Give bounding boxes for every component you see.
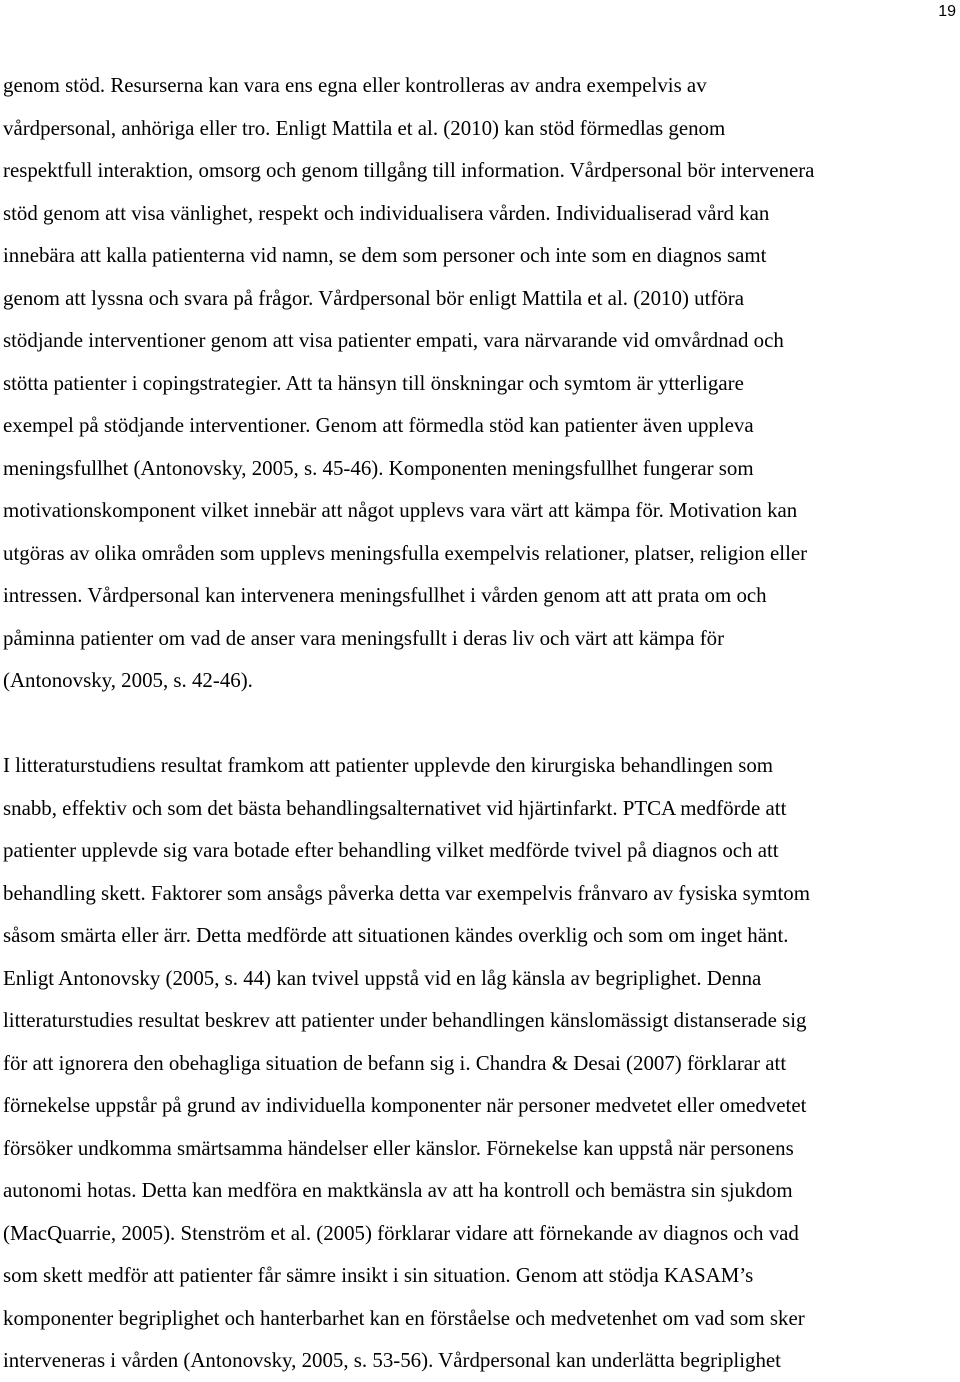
text-line: stötta patienter i copingstrategier. Att ta hänsyn till önskningar och symtom är ytterligare (3, 370, 744, 395)
text-line: vårdpersonal, anhöriga eller tro. Enligt Mattila et al. (2010) kan stöd förmedlas genom (3, 115, 726, 140)
text-line: interveneras i vården (Antonovsky, 2005, s. 53-56). Vårdpersonal kan underlätta begriplighet (3, 1348, 781, 1372)
text-line: genom att lyssna och svara på frågor. Vårdpersonal bör enligt Mattila et al. (2010) utföra (3, 285, 745, 310)
text-line: I litteraturstudiens resultat framkom att patienter upplevde den kirurgiska behandlingen som (3, 753, 774, 777)
text-line: exempel på stödjande interventioner. Genom att förmedla stöd kan patienter även uppleva (3, 413, 754, 437)
text-line: autonomi hotas. Detta kan medföra en maktkänsla av att ha kontroll och bemästra sin sjukdom (3, 1178, 793, 1202)
page-number: 19 (938, 3, 956, 20)
paragraph-1 (3, 64, 957, 702)
text-line: som skett medför att patienter får sämre insikt i sin situation. Genom att stödja KASAM’s (3, 1263, 754, 1287)
text-line: (MacQuarrie, 2005). Stenström et al. (2005) förklarar vidare att förnekande av diagnos och vad (3, 1220, 799, 1245)
text-line: påminna patienter om vad de anser vara meningsfullt i deras liv och värt att kämpa för (3, 625, 725, 650)
text-line: respektfull interaktion, omsorg och genom tillgång till information. Vårdpersonal bör intervenera (3, 158, 815, 182)
text-line: förnekelse uppstår på grund av individuella komponenter när personer medvetet eller omedvetet (3, 1093, 807, 1117)
text-line: för att ignorera den obehagliga situation de befann sig i. Chandra & Desai (2007) förklarar att (3, 1050, 787, 1075)
text-line: stödjande interventioner genom att visa patienter empati, vara närvarande vid omvårdnad och (3, 328, 784, 352)
text-line: intressen. Vårdpersonal kan intervenera meningsfullhet i vården genom att att prata om och (3, 583, 767, 607)
text-line: motivationskomponent vilket innebär att något upplevs vara värt att kämpa för. Motivation kan (3, 498, 798, 522)
document-body (3, 64, 957, 1382)
text-line: Enligt Antonovsky (2005, s. 44) kan tvivel uppstå vid en låg känsla av begriplighet. Denna (3, 965, 762, 990)
text-line: försöker undkomma smärtsamma händelser eller känslor. Förnekelse kan uppstå när personens (3, 1135, 794, 1160)
paragraph-2 (3, 744, 957, 1382)
text-line: meningsfullhet (Antonovsky, 2005, s. 45-46). Komponenten meningsfullhet fungerar som (3, 455, 754, 480)
text-line: såsom smärta eller ärr. Detta medförde att situationen kändes overklig och som om inget hänt. (3, 923, 789, 947)
text-line: patienter upplevde sig vara botade efter behandling vilket medförde tvivel på diagnos och att (3, 838, 779, 862)
text-line: genom stöd. Resurserna kan vara ens egna eller kontrolleras av andra exempelvis av (3, 73, 707, 97)
text-line: stöd genom att visa vänlighet, respekt och individualisera vården. Individualiserad vård kan (3, 200, 770, 225)
text-line: litteraturstudies resultat beskrev att patienter under behandlingen känslomässigt distanserade sig (3, 1008, 807, 1032)
text-line: (Antonovsky, 2005, s. 42-46). (3, 668, 253, 692)
text-line: komponenter begriplighet och hanterbarhet kan en förståelse och medvetenhet om vad som sker (3, 1305, 805, 1330)
text-line: snabb, effektiv och som det bästa behandlingsalternativet vid hjärtinfarkt. PTCA medförde att (3, 795, 787, 820)
text-line: utgöras av olika områden som upplevs meningsfulla exempelvis relationer, platser, religion eller (3, 540, 808, 565)
text-line: innebära att kalla patienterna vid namn, se dem som personer och inte som en diagnos samt (3, 243, 767, 267)
text-line: behandling skett. Faktorer som ansågs påverka detta var exempelvis frånvaro av fysiska symtom (3, 880, 810, 905)
